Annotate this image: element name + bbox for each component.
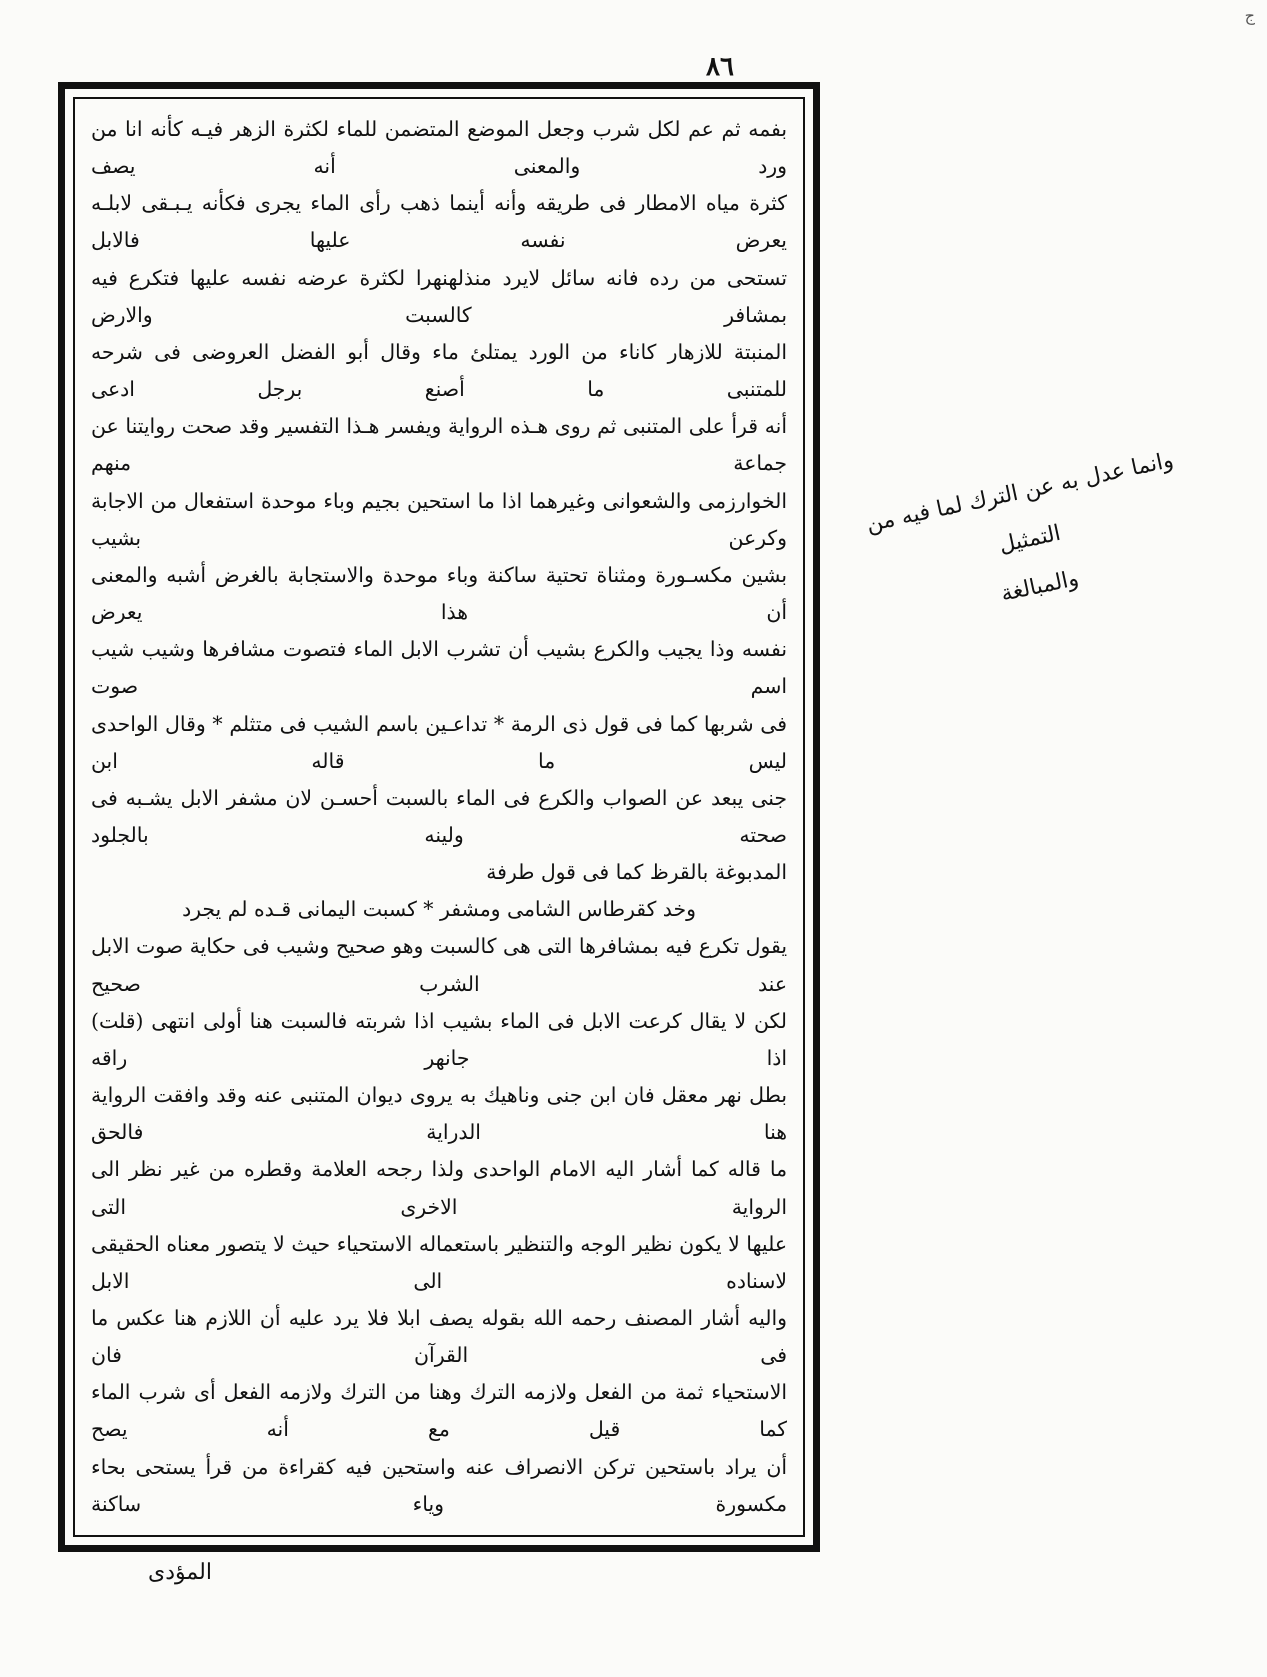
text-line: يقول تكرع فيه بمشافرها التى هى كالسبت وهو صحيح وشيب فى حكاية صوت الابل عند الشرب صحيح: [91, 934, 787, 996]
text-line: [91, 1523, 787, 1525]
verse-line: وخد كقرطاس الشامى ومشفر * كسبت اليمانى قـده لم يجرد: [182, 897, 696, 922]
text-line: المنبتة للازهار كاناء من الورد يمتلئ ماء وقال أبو الفضل العروضى فى شرحه للمتنبى ما أصنع برجل ادعى: [91, 339, 787, 402]
page-frame-inner: [73, 97, 805, 1537]
text-line: جنى يبعد عن الصواب والكرع فى الماء بالسبت أحسـن لان مشفر الابل يشـبه فى صحته ولينه بالجلود: [91, 785, 787, 847]
text-line: كثرة مياه الامطار فى طريقه وأنه أينما ذهب رأى الماء يجرى فكأنه يـبـقى لابلـه يعرض نفسه عليها فالابل: [91, 191, 787, 253]
text-line: نفسه وذا يجيب والكرع بشيب أن تشرب الابل الماء فتصوت مشافرها وشيب شيب اسم صوت: [91, 637, 787, 699]
page-frame: [58, 82, 820, 1552]
main-text: [91, 111, 787, 1525]
text-line: بطل نهر معقل فان ابن جنى وناهيك به يروى ديوان المتنبى عنه وقد وافقت الرواية هنا الدراية فالحق: [91, 1083, 787, 1145]
text-line: عليها لا يكون نظير الوجه والتنظير باستعماله الاستحياء حيث لا يتصور معناه الحقيقى لاسناده الى الابل: [91, 1231, 787, 1293]
text-line: الاستحياء ثمة من الفعل ولازمه الترك وهنا من الترك ولازمه الفعل أى شرب الماء كما قيل مع أنه يصح: [91, 1380, 787, 1442]
margin-note: [839, 432, 1221, 648]
text-line: واليه أشار المصنف رحمه الله بقوله يصف ابلا فلا يرد عليه أن اللازم هنا عكس ما فى القرآن فان: [91, 1306, 787, 1368]
text-line: فى شربها كما فى قول ذى الرمة * تداعـين باسم الشيب فى متثلم * وقال الواحدى ليس ما قاله ابن: [91, 711, 787, 773]
text-line: أن يراد باستحين تركن الانصراف عنه واستحين فيه كقراءة من قرأ يستحى بحاء مكسورة وياء ساكنة: [91, 1454, 787, 1516]
text-line: الخوارزمى والشعوانى وغيرهما اذا ما استحين بجيم وباء موحدة استفعال من الاجابة وكرعن بشيب: [91, 488, 787, 550]
margin-note-line: والمبالغة: [998, 566, 1081, 607]
page-number: ٨٦: [706, 52, 734, 82]
corner-mark: ج: [1244, 6, 1255, 25]
text-line: بفمه ثم عم لكل شرب وجعل الموضع المتضمن للماء لكثرة الزهر فيـه كأنه انا من ورد والمعنى أنه يصف: [91, 117, 787, 179]
text-line: بشين مكسـورة ومثناة تحتية ساكنة وباء موحدة والاستجابة بالغرض أشبه والمعنى أن هذا يعرض: [91, 562, 787, 625]
margin-note-line: وانما عدل به عن الترك لما فيه من التمثيل: [864, 447, 1176, 559]
text-line: ما قاله كما أشار اليه الامام الواحدى ولذا رجحه العلامة وقطره من غير نظر الى الرواية الاخرى التى: [91, 1157, 787, 1219]
text-line: أنه قرأ على المتنبى ثم روى هـذه الرواية ويفسر هـذا التفسير وقد صحت روايتنا عن جماعة منهم: [91, 414, 787, 476]
text-line: المدبوغة بالقرظ كما فى قول طرفة: [486, 860, 787, 885]
text-line: تستحى من رده فانه سائل لايرد منذلهنهرا لكثرة عرضه نفسه عليها فتكرع فيه بمشافر كالسبت والارض: [91, 265, 787, 327]
catchword: المؤدى: [148, 1560, 212, 1585]
text-line: لكن لا يقال كرعت الابل فى الماء بشيب اذا شربته فالسبت هنا أولى انتهى (قلت) اذا جانهر راقه: [91, 1008, 787, 1070]
